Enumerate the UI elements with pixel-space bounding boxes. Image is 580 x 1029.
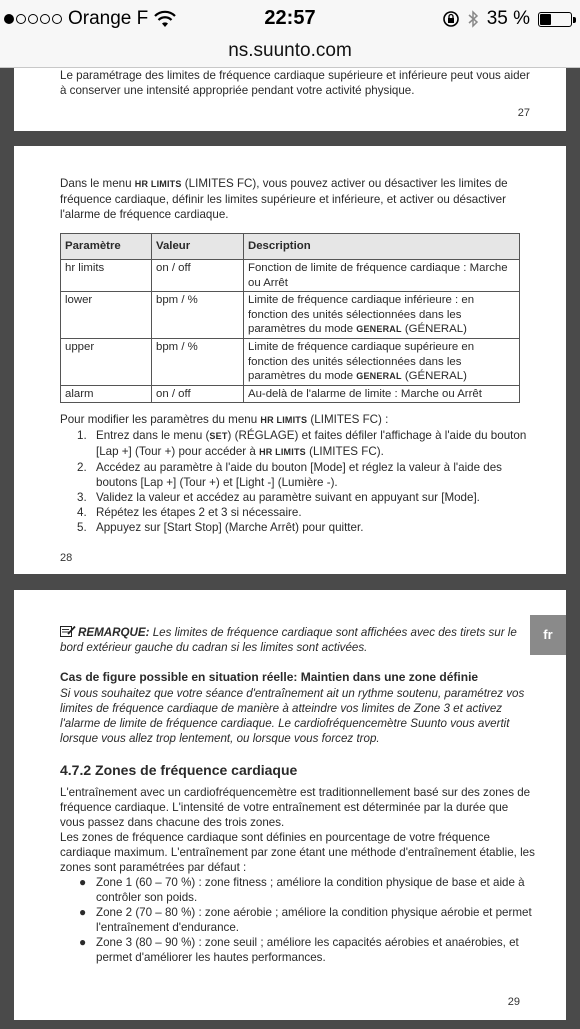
paragraph: Les zones de fréquence cardiaque sont définies en pourcentage de votre fréquence cardiaque maximum. L'entraînement par zone étant une méthode d'entraînement établie, les zones sont paramétrées par défaut : — [60, 831, 535, 874]
step-text: Entrez dans le menu ( — [96, 429, 210, 442]
mode-name: GENERAL — [356, 324, 402, 335]
modify-text: Pour modifier les paramètres du menu — [60, 413, 261, 426]
modify-text: (LIMITES FC) : — [307, 413, 389, 426]
mode-name: GENERAL — [356, 371, 402, 382]
rotation-lock-icon — [442, 10, 460, 28]
steps-list — [60, 428, 535, 535]
status-bar — [0, 0, 580, 38]
step-number: 3. — [77, 491, 87, 504]
table-header-row — [61, 234, 520, 260]
hr-limits-intro — [60, 176, 530, 222]
list-item — [60, 875, 535, 905]
note-text: Les limites de fréquence cardiaque sont affichées avec des tirets sur le bord extérieur gauche du cadran si les limites sont activées. — [60, 626, 517, 654]
param-cell: lower — [61, 292, 152, 339]
url-bar[interactable] — [0, 38, 580, 68]
language-tab: fr — [530, 615, 566, 655]
list-item — [60, 505, 535, 520]
step-number: 4. — [77, 506, 87, 519]
description-cell — [244, 292, 520, 339]
menu-name: HR LIMITS — [260, 415, 308, 425]
section-title: 4.7.2 Zones de fréquence cardiaque — [60, 762, 298, 778]
document-page-29 — [14, 590, 566, 1020]
param-cell: hr limits — [61, 260, 152, 292]
description-cell — [244, 338, 520, 385]
carrier-name: Orange F — [68, 8, 149, 29]
case-body: Si vous souhaitez que votre séance d'entraînement ait un rythme soutenu, paramétrez vos limites de fréquence cardiaque de manière à atteindre vos limites de Zone 3 et activez l'alarme de limite de fréquence cardiaque. Le cardiofréquencemètre Suunto vous avertit lorsque vous allez trop lentement, ou lorsque vous forcez trop. — [60, 687, 525, 745]
zone-text: Zone 3 (80 – 90 %) : zone seuil ; améliore les capacités aérobies et anaérobies, et permet d'améliorer les hautes performances. — [96, 936, 519, 964]
zones-list — [60, 875, 535, 965]
value-cell: bpm / % — [152, 338, 244, 385]
zone-text: Zone 1 (60 – 70 %) : zone fitness ; améliore la condition physique de base et aide à contrôler son poids. — [96, 876, 525, 904]
page-number: 27 — [517, 107, 530, 119]
page-number: 28 — [60, 552, 73, 564]
description-cell: Fonction de limite de fréquence cardiaque : Marche ou Arrêt — [244, 260, 520, 292]
value-cell: on / off — [152, 260, 244, 292]
column-header: Description — [244, 234, 520, 260]
hr-limits-table — [60, 233, 520, 403]
note-label: REMARQUE: — [78, 626, 150, 639]
intro-text: (LIMITES FC), vous pouvez activer ou désactiver les limites de fréquence cardiaque, définir les limites supérieure et inférieure, et activer ou désactiver l'alarme de fréquence cardiaque. — [60, 177, 508, 221]
description-text: (GÉNERAL) — [401, 370, 467, 383]
description-cell: Au-delà de l'alarme de limite : Marche ou Arrêt — [244, 385, 520, 403]
column-header: Paramètre — [61, 234, 152, 260]
table-row — [61, 385, 520, 403]
clock: 22:57 — [264, 7, 316, 29]
intro-text: Dans le menu — [60, 177, 135, 190]
status-right — [442, 8, 572, 30]
bullet-icon: ● — [79, 875, 87, 889]
value-cell: on / off — [152, 385, 244, 403]
table-row — [61, 260, 520, 292]
note-icon — [60, 625, 76, 637]
list-item — [60, 460, 535, 490]
description-text: (GÉNERAL) — [401, 323, 467, 336]
value-cell: bpm / % — [152, 292, 244, 339]
page27-text: Le paramétrage des limites de fréquence cardiaque supérieure et inférieure peut vous aider à conserver une intensité appropriée pendant votre activité physique. — [60, 69, 530, 97]
document-page-27 — [14, 68, 566, 131]
list-item — [60, 935, 535, 965]
step-number: 2. — [77, 461, 87, 474]
battery-icon — [538, 12, 572, 27]
modify-intro — [60, 412, 535, 428]
step-text: Validez la valeur et accédez au paramètre suivant en appuyant sur [Mode]. — [96, 491, 480, 504]
note-remarque — [60, 625, 535, 655]
step-number: 1. — [77, 429, 87, 442]
param-cell: upper — [61, 338, 152, 385]
description-text: Limite de fréquence cardiaque inférieure : en fonction des unités sélectionnées dans les paramètres du mode — [248, 294, 475, 336]
bullet-icon: ● — [79, 905, 87, 919]
bullet-icon: ● — [79, 935, 87, 949]
table-row — [61, 338, 520, 385]
step-text: ) (RÉGLAGE) et faites défiler l'affichage à l'aide du bouton [Lap +] (Tour +) pour accéder à — [96, 429, 527, 458]
modify-instructions — [60, 412, 535, 535]
page-number: 29 — [507, 996, 520, 1008]
battery-fill — [540, 14, 551, 25]
battery-percent: 35 % — [486, 8, 530, 29]
list-item — [60, 520, 535, 535]
menu-name: HR LIMITS — [134, 179, 182, 189]
column-header: Valeur — [152, 234, 244, 260]
bluetooth-icon — [468, 10, 479, 28]
document-page-28 — [14, 146, 566, 574]
step-text: Appuyez sur [Start Stop] (Marche Arrêt) pour quitter. — [96, 521, 364, 534]
paragraph: L'entraînement avec un cardiofréquencemètre est traditionnellement basé sur des zones de fréquence cardiaque. L'intensité de votre entraînement est déterminée par la durée que vous passez dans chacune des trois zones. — [60, 786, 531, 829]
step-text: (LIMITES FC). — [305, 445, 384, 458]
step-text: Accédez au paramètre à l'aide du bouton [Mode] et réglez la valeur à l'aide des boutons [Lap +] (Tour +) et [Light -] (Lumière -). — [96, 461, 502, 489]
list-item — [60, 905, 535, 935]
menu-name: HR LIMITS — [259, 447, 306, 457]
list-item — [60, 428, 535, 460]
description-text: Limite de fréquence cardiaque supérieure en fonction des unités sélectionnées dans les paramètres du mode — [248, 340, 475, 383]
case-title: Cas de figure possible en situation réelle: Maintien dans une zone définie — [60, 670, 479, 684]
list-item — [60, 490, 535, 505]
param-cell: alarm — [61, 385, 152, 403]
url-domain: ns.suunto.com — [228, 40, 352, 61]
step-number: 5. — [77, 521, 87, 534]
step-text: Répétez les étapes 2 et 3 si nécessaire. — [96, 506, 302, 519]
zones-body — [60, 785, 535, 965]
zone-text: Zone 2 (70 – 80 %) : zone aérobie ; améliore la condition physique aérobie et permet l'entraînement d'endurance. — [96, 906, 532, 934]
button-name: SET — [209, 431, 228, 441]
table-row — [61, 292, 520, 339]
